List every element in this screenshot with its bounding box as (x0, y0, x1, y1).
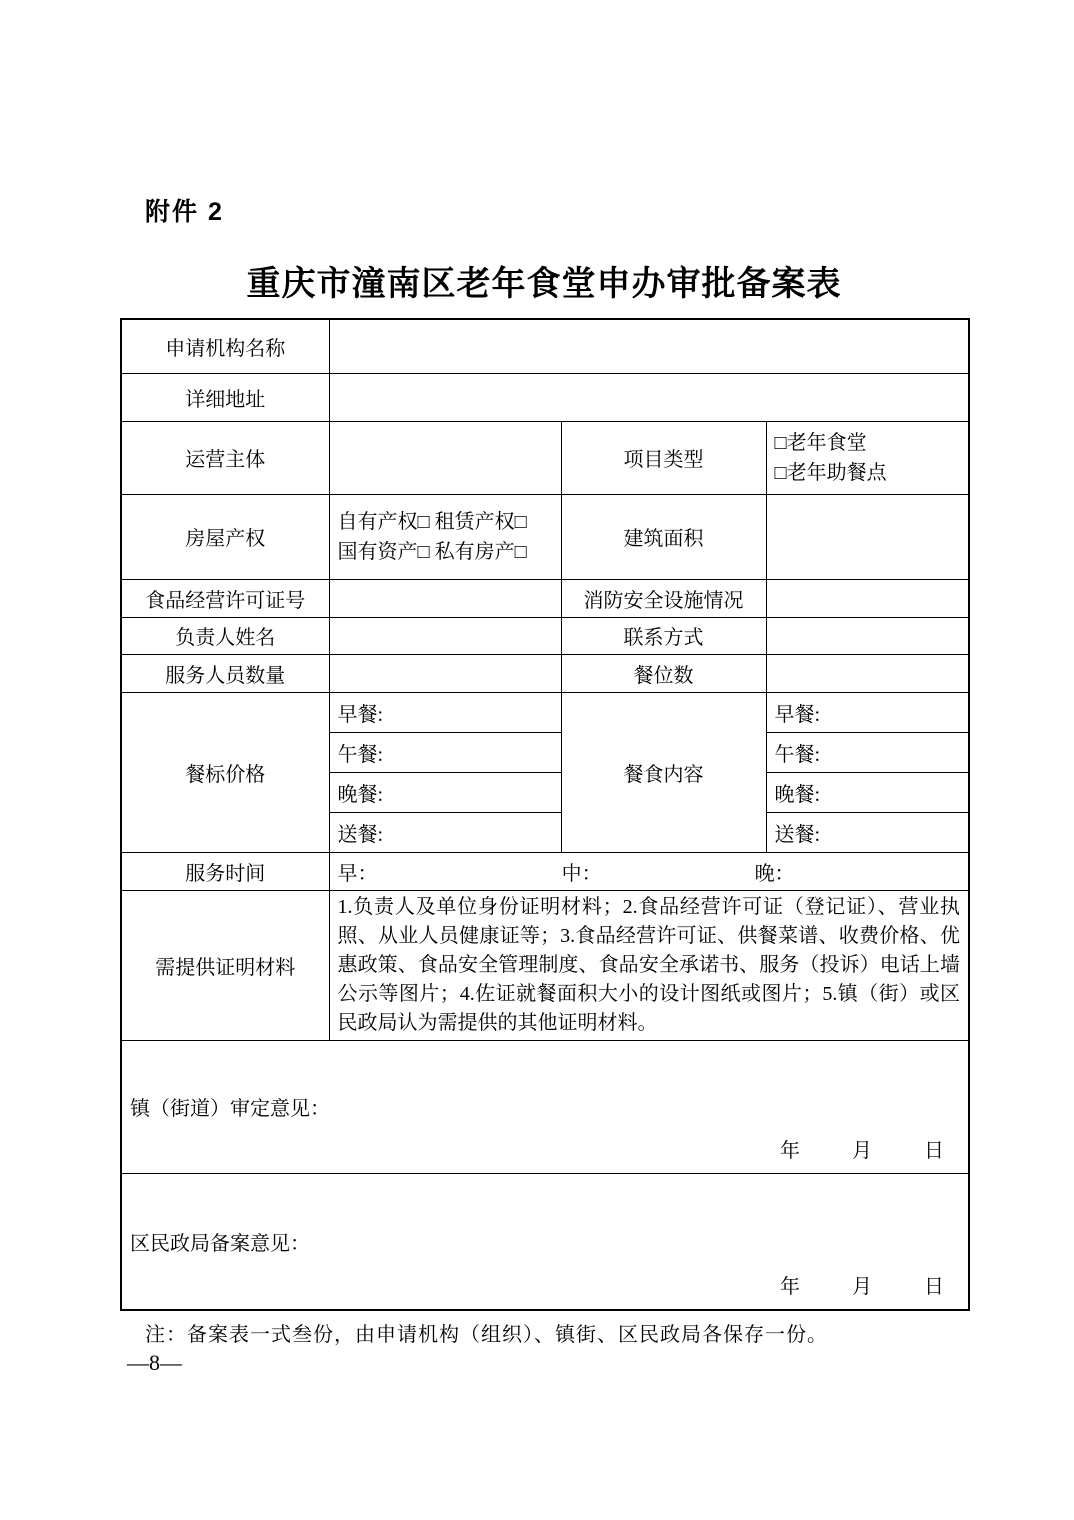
service-time-value-cell (329, 852, 969, 890)
service-time-label: 服务时间 (121, 852, 329, 890)
district-opinion-date-line (780, 1270, 944, 1299)
footnote: 注：备案表一式叁份，由申请机构（组织）、镇街、区民政局各保存一份。 (145, 1324, 828, 1346)
town-opinion-cell (121, 1040, 969, 1173)
attachment-label: 附件 2 (145, 198, 224, 226)
building-area-value-cell (766, 494, 969, 579)
building-area-label: 建筑面积 (561, 494, 766, 579)
meal-price-lunch-cell: 午餐: (329, 732, 561, 772)
staff-count-value-cell (329, 654, 561, 692)
district-opinion-label: 区民政局备案意见： (130, 1232, 310, 1255)
meal-content-breakfast-cell: 早餐: (766, 692, 969, 732)
table-row (121, 579, 969, 617)
table-row (121, 319, 969, 373)
contact-value-cell (766, 617, 969, 654)
meal-content-label: 餐食内容 (561, 692, 766, 852)
food-license-value-cell (329, 579, 561, 617)
seats-value-cell (766, 654, 969, 692)
meal-price-label: 餐标价格 (121, 692, 329, 852)
staff-count-label: 服务人员数量 (121, 654, 329, 692)
service-time-morning: 早： (337, 862, 378, 885)
property-options-cell (329, 494, 561, 579)
materials-label: 需提供证明材料 (121, 890, 329, 1040)
org-name-label: 申请机构名称 (121, 319, 329, 373)
materials-text: 1.负责人及单位身份证明材料；2.食品经营许可证（登记证）、营业执照、从业人员健康证等；3.食品经营许可证、供餐菜谱、收费价格、优惠政策、食品安全管理制度、食品安全承诺书、服务（投诉）电话上墙公示等图片；4.佐证就餐面积大小的设计图纸或图片；5.镇（街）或区民政局认为需提供的其他证明材料。 (329, 890, 969, 1040)
fire-safety-value-cell (766, 579, 969, 617)
table-row (121, 617, 969, 654)
food-license-label: 食品经营许可证号 (121, 579, 329, 617)
project-type-options-cell (766, 421, 969, 494)
page-title: 重庆市潼南区老年食堂申办审批备案表 (246, 266, 842, 303)
meal-content-delivery-cell: 送餐: (766, 812, 969, 852)
table-row (121, 890, 969, 1040)
property-option-line1: 自有产权□ 租赁产权□ (337, 510, 527, 533)
table-row (121, 1173, 969, 1310)
meal-content-dinner-cell: 晚餐: (766, 772, 969, 812)
date-year-label: 年 (780, 1276, 801, 1298)
org-name-value-cell (329, 319, 969, 373)
meal-content-lunch-cell: 午餐: (766, 732, 969, 772)
project-type-label: 项目类型 (561, 421, 766, 494)
table-row (121, 1040, 969, 1173)
date-year-label: 年 (780, 1139, 801, 1162)
fire-safety-label: 消防安全设施情况 (561, 579, 766, 617)
date-day-label: 日 (924, 1276, 945, 1298)
table-row (121, 654, 969, 692)
date-day-label: 日 (924, 1139, 945, 1162)
district-opinion-cell (121, 1173, 969, 1310)
operator-value-cell (329, 421, 561, 494)
address-value-cell (329, 373, 969, 421)
project-type-option-mealpoint: □老年助餐点 (774, 461, 887, 484)
property-label: 房屋产权 (121, 494, 329, 579)
page-number: —8— (127, 1350, 182, 1375)
meal-price-dinner-cell: 晚餐: (329, 772, 561, 812)
date-month-label: 月 (852, 1139, 873, 1162)
application-form-table (120, 318, 970, 1311)
table-row (121, 852, 969, 890)
seats-label: 餐位数 (561, 654, 766, 692)
table-row (121, 494, 969, 579)
service-time-evening: 晚： (754, 862, 795, 885)
operator-label: 运营主体 (121, 421, 329, 494)
town-opinion-date-line (780, 1134, 944, 1163)
project-type-option-canteen: □老年食堂 (774, 431, 867, 454)
table-row (121, 692, 969, 732)
person-value-cell (329, 617, 561, 654)
contact-label: 联系方式 (561, 617, 766, 654)
table-row (121, 373, 969, 421)
address-label: 详细地址 (121, 373, 329, 421)
meal-price-delivery-cell: 送餐: (329, 812, 561, 852)
service-time-noon: 中： (561, 862, 602, 885)
property-option-line2: 国有资产□ 私有房产□ (337, 540, 527, 563)
town-opinion-label: 镇（街道）审定意见： (130, 1098, 330, 1120)
person-label: 负责人姓名 (121, 617, 329, 654)
meal-price-breakfast-cell: 早餐: (329, 692, 561, 732)
date-month-label: 月 (852, 1276, 873, 1298)
table-row (121, 421, 969, 494)
